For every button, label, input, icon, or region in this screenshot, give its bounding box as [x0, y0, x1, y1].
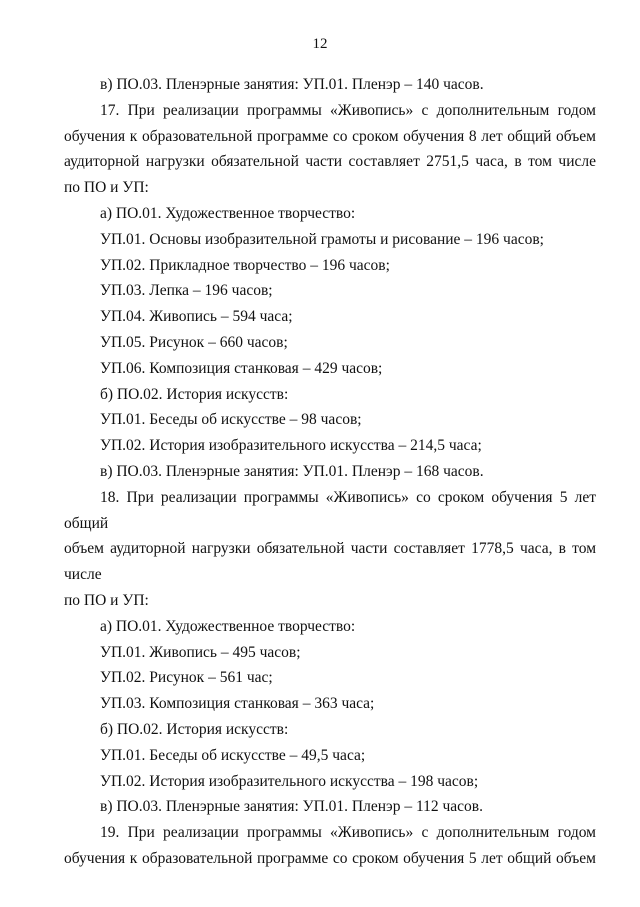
text-line: по ПО и УП:: [64, 179, 149, 197]
document-body: [64, 72, 596, 872]
text-line: в) ПО.03. Пленэрные занятия: УП.01. Пленэр – 140 часов.: [100, 76, 484, 93]
text-line: УП.02. История изобразительного искусства – 198 часов;: [100, 772, 479, 790]
text-line: 17. При реализации программы «Живопись» с дополнительным годом: [100, 101, 596, 119]
text-line: в) ПО.03. Пленэрные занятия: УП.01. Пленэр – 168 часов.: [100, 462, 484, 480]
text-line: УП.02. История изобразительного искусства – 214,5 часа;: [100, 437, 482, 455]
text-line: а) ПО.01. Художественное творчество:: [100, 204, 356, 222]
text-line: по ПО и УП:: [64, 591, 149, 609]
text-line: в) ПО.03. Пленэрные занятия: УП.01. Пленэр – 112 часов.: [100, 798, 483, 816]
text-line: УП.01. Живопись – 495 часов;: [100, 643, 301, 661]
page-number: 12: [312, 36, 328, 52]
text-line: УП.04. Живопись – 594 часа;: [100, 308, 293, 326]
text-line: УП.06. Композиция станковая – 429 часов;: [100, 359, 383, 377]
text-line: УП.05. Рисунок – 660 часов;: [100, 333, 288, 351]
text-line: УП.01. Беседы об искусстве – 98 часов;: [100, 411, 362, 429]
text-line: УП.03. Лепка – 196 часов;: [100, 282, 273, 300]
text-line: УП.01. Основы изобразительной грамоты и рисование – 196 часов;: [100, 230, 544, 248]
text-line: УП.03. Композиция станковая – 363 часа;: [100, 695, 375, 713]
text-line: объем аудиторной нагрузки обязательной части составляет 1778,5 часа, в том числе: [64, 540, 596, 584]
text-line: а) ПО.01. Художественное творчество:: [100, 617, 356, 635]
text-line: б) ПО.02. История искусств:: [100, 720, 289, 738]
text-line: обучения к образовательной программе со сроком обучения 8 лет общий объем: [64, 127, 596, 145]
text-line: 19. При реализации программы «Живопись» с дополнительным годом: [100, 824, 596, 842]
text-line: аудиторной нагрузки обязательной части составляет 2751,5 часа, в том числе: [64, 153, 596, 171]
text-line: УП.02. Прикладное творчество – 196 часов;: [100, 256, 390, 274]
text-line: обучения к образовательной программе со сроком обучения 5 лет общий объем: [64, 849, 596, 867]
text-line: УП.01. Беседы об искусстве – 49,5 часа;: [100, 746, 366, 764]
text-line: 18. При реализации программы «Живопись» со сроком обучения 5 лет общий: [64, 488, 596, 532]
text-line: б) ПО.02. История искусств:: [100, 385, 289, 403]
text-line: УП.02. Рисунок – 561 час;: [100, 669, 273, 687]
